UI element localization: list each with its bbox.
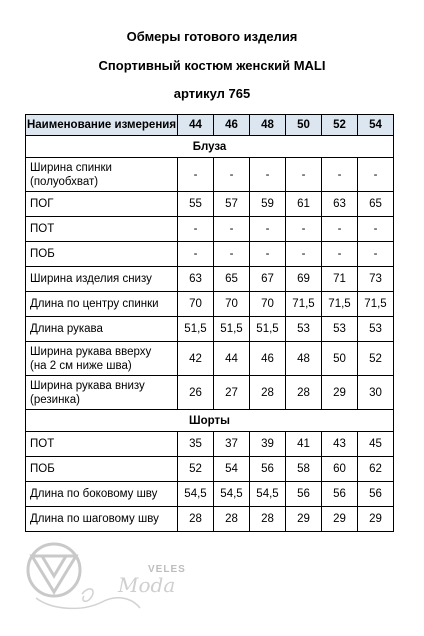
measurement-name <box>26 507 178 532</box>
measurement-value: 28 <box>178 507 214 532</box>
table-row <box>26 158 394 192</box>
section-title: Блуза <box>26 136 394 158</box>
measurement-value: 37 <box>214 432 250 457</box>
measurement-value: 29 <box>358 507 394 532</box>
measurement-name <box>26 192 178 217</box>
measurement-name-line: ПОТ <box>30 438 55 450</box>
document-title: Обмеры готового изделия <box>126 29 298 44</box>
measurement-value: 29 <box>322 376 358 410</box>
table-row <box>26 267 394 292</box>
measurement-value: 39 <box>250 432 286 457</box>
measurement-value: - <box>178 242 214 267</box>
measurement-name-line: Ширина рукава внизу <box>30 379 145 392</box>
measurement-value: 61 <box>286 192 322 217</box>
measurement-value: 56 <box>358 482 394 507</box>
logo-brand-text: VELES <box>148 564 186 575</box>
measurement-name-line: Ширина изделия снизу <box>30 273 152 285</box>
measurement-value: 71,5 <box>358 292 394 317</box>
article-number: артикул 765 <box>173 86 251 101</box>
measurement-value: 52 <box>178 457 214 482</box>
measurement-value: 27 <box>214 376 250 410</box>
measurement-value: 56 <box>250 457 286 482</box>
measurement-name <box>26 242 178 267</box>
measurement-value: 26 <box>178 376 214 410</box>
logo-script-text: Moda <box>118 573 176 597</box>
measurement-value: 46 <box>250 342 286 376</box>
measurement-name-line: ПОТ <box>30 223 55 235</box>
measurement-value: - <box>322 217 358 242</box>
table-row <box>26 507 394 532</box>
measurement-value: 30 <box>358 376 394 410</box>
measurement-value: 59 <box>250 192 286 217</box>
measurement-name-line: Ширина рукава вверху <box>30 345 152 358</box>
brand-logo <box>22 538 186 618</box>
measurement-name <box>26 376 178 410</box>
measurement-value: 62 <box>358 457 394 482</box>
header-row <box>26 115 394 136</box>
section-row <box>26 136 394 158</box>
measurement-value: 70 <box>178 292 214 317</box>
measurement-value: 67 <box>250 267 286 292</box>
header-size: 44 <box>178 115 214 136</box>
measurement-value: 60 <box>322 457 358 482</box>
measurement-name-line: ПОБ <box>30 248 55 260</box>
measurement-value: 29 <box>322 507 358 532</box>
measurement-value: 43 <box>322 432 358 457</box>
measurement-value: 54,5 <box>250 482 286 507</box>
measurement-value: 54,5 <box>214 482 250 507</box>
table-body <box>26 136 394 532</box>
measurement-value: - <box>250 242 286 267</box>
table-row <box>26 217 394 242</box>
measurement-value: 71 <box>322 267 358 292</box>
measurement-value: 58 <box>286 457 322 482</box>
section-row <box>26 410 394 432</box>
measurement-value: 54 <box>214 457 250 482</box>
measurement-value: - <box>322 242 358 267</box>
measurement-value: 70 <box>250 292 286 317</box>
measurement-value: 71,5 <box>286 292 322 317</box>
measurement-value: 53 <box>286 317 322 342</box>
measurement-value: - <box>214 158 250 192</box>
table-row <box>26 317 394 342</box>
measurement-value: - <box>286 158 322 192</box>
table-row <box>26 482 394 507</box>
measurement-value: - <box>358 158 394 192</box>
measurement-value: 69 <box>286 267 322 292</box>
measurement-value: 63 <box>178 267 214 292</box>
measurement-name-line: Длина по центру спинки <box>30 298 159 310</box>
measurement-name-line: ПОБ <box>30 463 55 475</box>
measurement-name <box>26 342 178 376</box>
measurement-value: 28 <box>286 376 322 410</box>
measurement-name <box>26 482 178 507</box>
header-size: 48 <box>250 115 286 136</box>
header-size: 50 <box>286 115 322 136</box>
measurement-name <box>26 267 178 292</box>
measurement-name-line: Длина по шаговому шву <box>30 513 159 525</box>
measurement-value: 29 <box>286 507 322 532</box>
measurement-value: - <box>250 217 286 242</box>
measurement-value: 48 <box>286 342 322 376</box>
measurement-value: - <box>286 242 322 267</box>
measurement-name-line: Длина рукава <box>30 323 103 335</box>
document-subtitle: Спортивный костюм женский MALI <box>98 58 326 73</box>
header-size: 46 <box>214 115 250 136</box>
measurement-value: 28 <box>250 376 286 410</box>
measurement-value: 70 <box>214 292 250 317</box>
measurement-value: 51,5 <box>250 317 286 342</box>
measurements-table <box>25 114 394 532</box>
measurement-value: 41 <box>286 432 322 457</box>
measurement-value: 28 <box>250 507 286 532</box>
veles-moda-logo <box>22 538 186 618</box>
measurement-name-line: Длина по боковому шву <box>30 488 158 500</box>
header-measurement-name: Наименование измерения <box>26 115 178 136</box>
measurement-name-line: (резинка) <box>30 393 80 406</box>
measurement-value: - <box>322 158 358 192</box>
table-row <box>26 432 394 457</box>
measurement-value: 53 <box>358 317 394 342</box>
measurement-value: - <box>214 242 250 267</box>
measurement-value: - <box>358 217 394 242</box>
measurement-value: 53 <box>322 317 358 342</box>
table-row <box>26 192 394 217</box>
header-size: 54 <box>358 115 394 136</box>
measurement-value: 45 <box>358 432 394 457</box>
measurement-value: - <box>286 217 322 242</box>
table-row <box>26 242 394 267</box>
measurement-name <box>26 158 178 192</box>
measurement-value: 71,5 <box>322 292 358 317</box>
measurement-name <box>26 317 178 342</box>
table-row <box>26 292 394 317</box>
measurement-value: 51,5 <box>178 317 214 342</box>
measurement-value: 44 <box>214 342 250 376</box>
measurement-value: 63 <box>322 192 358 217</box>
measurement-name-line: Ширина спинки <box>30 161 112 174</box>
measurement-value: 55 <box>178 192 214 217</box>
measurement-value: 52 <box>358 342 394 376</box>
measurement-value: 35 <box>178 432 214 457</box>
measurement-value: 28 <box>214 507 250 532</box>
measurement-value: 65 <box>214 267 250 292</box>
measurement-value: - <box>178 158 214 192</box>
measurement-value: 73 <box>358 267 394 292</box>
measurement-value: 51,5 <box>214 317 250 342</box>
measurement-value: - <box>250 158 286 192</box>
measurement-value: - <box>358 242 394 267</box>
measurement-name-line: ПОГ <box>30 198 54 210</box>
table-row <box>26 457 394 482</box>
measurement-value: - <box>214 217 250 242</box>
table-row <box>26 376 394 410</box>
measurement-name <box>26 457 178 482</box>
measurement-name <box>26 217 178 242</box>
table-row <box>26 342 394 376</box>
measurement-value: 42 <box>178 342 214 376</box>
section-title: Шорты <box>26 410 394 432</box>
measurement-value: 65 <box>358 192 394 217</box>
measurement-name <box>26 432 178 457</box>
measurement-value: 54,5 <box>178 482 214 507</box>
measurement-value: 56 <box>286 482 322 507</box>
measurement-value: - <box>178 217 214 242</box>
measurement-name-line: (полуобхват) <box>30 175 99 188</box>
header-size: 52 <box>322 115 358 136</box>
measurement-value: 56 <box>322 482 358 507</box>
measurement-name-line: (на 2 см ниже шва) <box>30 359 132 372</box>
measurement-name <box>26 292 178 317</box>
measurement-value: 50 <box>322 342 358 376</box>
measurement-value: 57 <box>214 192 250 217</box>
